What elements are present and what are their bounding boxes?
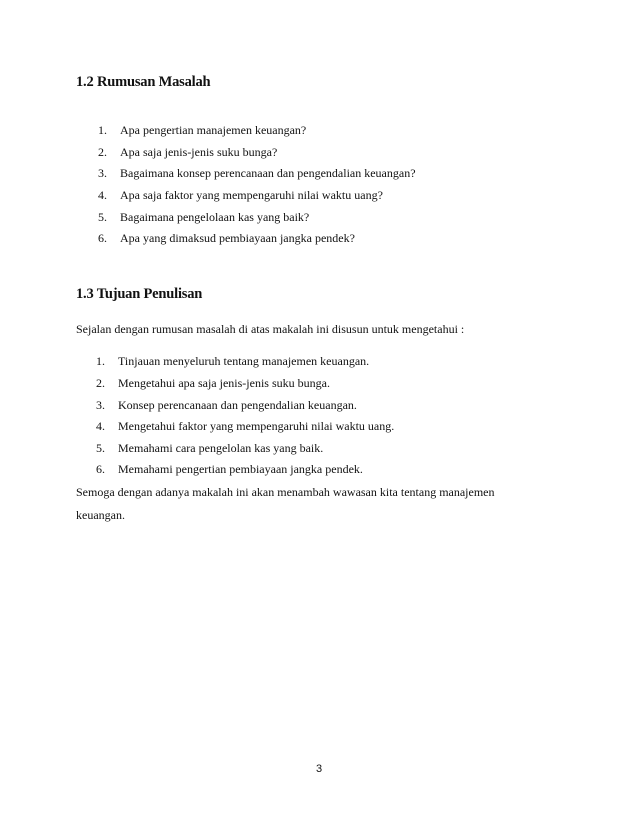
list-item (96, 376, 330, 391)
list-number: 6. (98, 231, 107, 245)
list-number: 3. (98, 166, 107, 180)
list-item (96, 398, 357, 413)
list-number: 2. (96, 376, 105, 390)
list-item (98, 166, 416, 181)
list-number: 4. (98, 188, 107, 202)
list-text: Apa yang dimaksud pembiayaan jangka pendek? (120, 231, 355, 245)
list-text: Memahami pengertian pembiayaan jangka pendek. (118, 462, 363, 476)
list-item (98, 231, 355, 246)
list-text: Memahami cara pengelolan kas yang baik. (118, 441, 324, 455)
list-text: Tinjauan menyeluruh tentang manajemen keuangan. (118, 354, 370, 368)
list-number: 2. (98, 145, 107, 159)
list-text: Apa pengertian manajemen keuangan? (120, 123, 307, 137)
list-text: Apa saja jenis-jenis suku bunga? (120, 145, 278, 159)
list-number: 4. (96, 419, 105, 433)
list-item (98, 210, 309, 225)
list-number: 3. (96, 398, 105, 412)
list-item (96, 462, 363, 477)
list-number: 5. (96, 441, 105, 455)
list-item (96, 441, 323, 456)
list-text: Apa saja faktor yang mempengaruhi nilai waktu uang? (120, 188, 383, 202)
list-text: Bagaimana pengelolaan kas yang baik? (120, 210, 310, 224)
list-item (96, 419, 394, 434)
list-text: Mengetahui faktor yang mempengaruhi nilai waktu uang. (118, 419, 395, 433)
closing-paragraph-line-2: keuangan. (76, 508, 125, 522)
list-number: 1. (96, 354, 105, 368)
list-number: 5. (98, 210, 107, 224)
list-number: 1. (98, 123, 107, 137)
intro-paragraph: Sejalan dengan rumusan masalah di atas makalah ini disusun untuk mengetahui : (76, 322, 465, 336)
list-text: Bagaimana konsep perencanaan dan pengendalian keuangan? (120, 166, 416, 180)
list-number: 6. (96, 462, 105, 476)
page-number: 3 (315, 763, 323, 775)
list-item (98, 145, 277, 160)
list-item (96, 354, 369, 369)
closing-paragraph-line-1: Semoga dengan adanya makalah ini akan menambah wawasan kita tentang manajemen (76, 485, 495, 499)
list-item (98, 123, 306, 138)
list-text: Konsep perencanaan dan pengendalian keuangan. (118, 398, 357, 412)
heading-rumusan-masalah: 1.2 Rumusan Masalah (76, 74, 211, 90)
list-item (98, 188, 383, 203)
heading-tujuan-penulisan: 1.3 Tujuan Penulisan (76, 286, 203, 302)
list-text: Mengetahui apa saja jenis-jenis suku bunga. (118, 376, 330, 390)
